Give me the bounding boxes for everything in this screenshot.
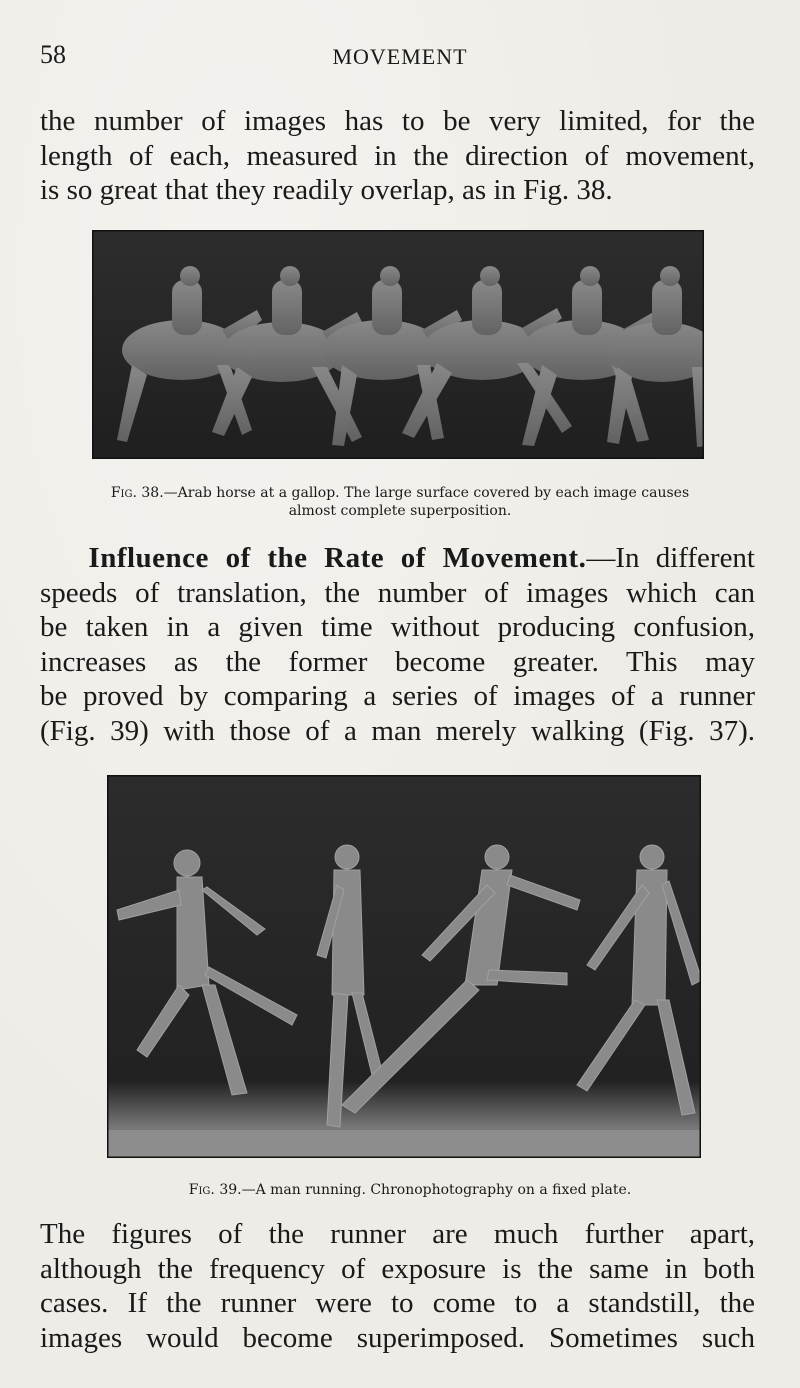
text-line: speeds of translation, the number of images which can <box>40 576 755 609</box>
section-heading: Influence of the Rate of Movement. <box>88 542 587 574</box>
text-line: images would become superimposed. Sometimes such <box>40 1321 755 1354</box>
page-header <box>40 40 760 76</box>
text-line: be taken in a given time without producing confusion, <box>40 611 755 643</box>
caption-text: —Arab horse at a gallop. The large surface covered by each image causes <box>163 485 690 501</box>
galloping-horse-chronophotograph <box>92 230 704 459</box>
figure-38-image <box>92 230 704 459</box>
running-man-chronophotograph <box>107 775 701 1158</box>
paragraph-1 <box>40 104 755 208</box>
text-line: be proved by comparing a series of images of a runner <box>40 680 755 712</box>
text-line: length of each, measured in the direction of movement, <box>40 139 755 172</box>
text-line: although the frequency of exposure is the same in both <box>40 1252 755 1285</box>
figure-39-caption <box>120 1181 700 1199</box>
heading-continuation: —In different <box>586 542 755 574</box>
text-line: cases. If the runner were to come to a standstill, the <box>40 1287 755 1319</box>
paragraph-3 <box>40 1217 755 1355</box>
running-head: MOVEMENT <box>332 44 468 69</box>
caption-label: Fig. 38. <box>110 485 164 501</box>
text-line: increases as the former become greater. This may <box>40 645 755 678</box>
figure-38-caption <box>48 484 752 520</box>
caption-line: almost complete superposition. <box>288 503 512 519</box>
paragraph-2 <box>40 541 755 748</box>
text-line <box>40 541 755 576</box>
page-number: 58 <box>40 40 66 69</box>
caption-text: —A man running. Chronophotography on a fixed plate. <box>241 1182 632 1198</box>
caption-label: Fig. 39. <box>188 1182 242 1198</box>
caption-line <box>48 484 752 502</box>
figure-39-image <box>107 775 701 1158</box>
text-line: The figures of the runner are much further apart, <box>40 1218 755 1250</box>
text-line: (Fig. 39) with those of a man merely walking (Fig. 37). <box>40 714 755 747</box>
text-line: is so great that they readily overlap, as in Fig. 38. <box>40 174 613 206</box>
text-line: the number of images has to be very limited, for the <box>40 105 755 137</box>
